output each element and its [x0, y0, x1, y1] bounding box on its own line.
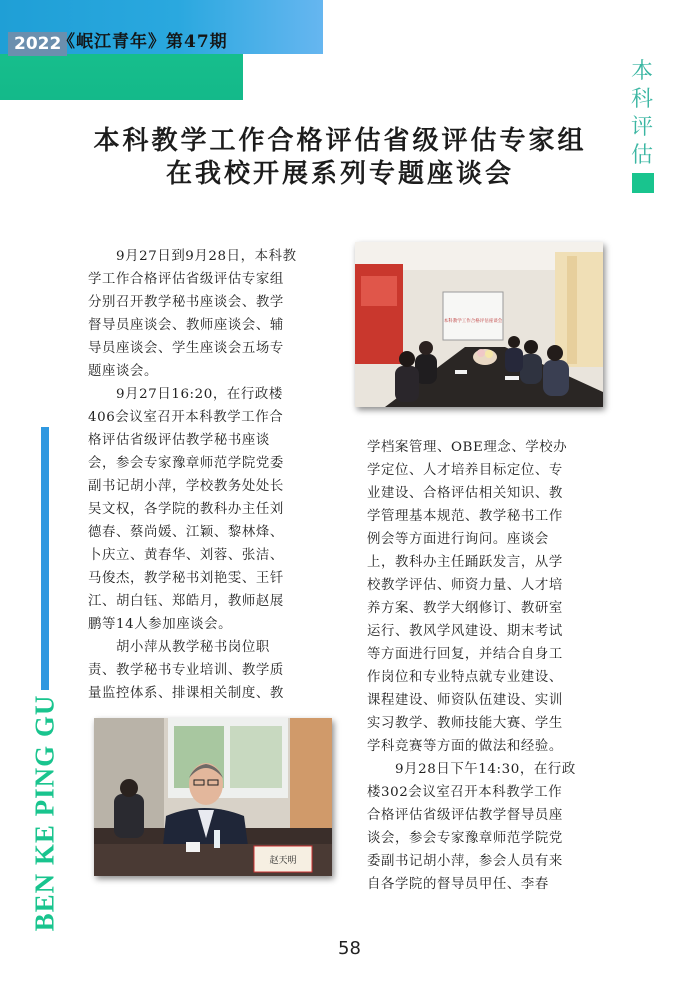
projector-screen-text: 本科教学工作合格评估座谈会 — [443, 319, 503, 324]
text-line: 学科竞赛等方面的做法和经验。 — [367, 739, 563, 754]
text-line: 吴文权，各学院的教科办主任刘 — [88, 502, 284, 517]
text-line: 马俊杰，教学秘书刘艳雯、王钎 — [88, 571, 284, 586]
meeting-room-photo — [355, 242, 603, 407]
text-line: 9月28日下午14:30，在行政 — [367, 762, 576, 777]
meeting-room-illustration — [355, 242, 603, 407]
section-char: 本 — [630, 59, 653, 84]
text-line: 业建设、合格评估相关知识、教 — [367, 486, 563, 501]
expert-portrait-illustration — [94, 718, 332, 876]
text-line: 卜庆立、黄春华、刘蓉、张洁、 — [88, 548, 284, 563]
text-line: 谈会，参会专家豫章师范学院党 — [367, 831, 563, 846]
text-line: 学档案管理、OBE理念、学校办 — [367, 440, 568, 455]
name-card-text: 赵天明 — [269, 856, 297, 866]
article-column-right — [367, 436, 607, 896]
text-line: 胡小萍从教学秘书岗位职 — [88, 640, 270, 655]
section-pinyin: BEN KE PING GU — [29, 694, 60, 931]
text-line: 养方案、教学大纲修订、教研室 — [367, 601, 563, 616]
text-line: 学工作合格评估省级评估专家组 — [88, 272, 284, 287]
title-line: 在我校开展系列专题座谈会 — [165, 159, 514, 189]
section-char: 评 — [630, 115, 653, 140]
section-accent-square — [632, 173, 654, 193]
text-line: 题座谈会。 — [88, 364, 158, 379]
expert-portrait-photo — [94, 718, 332, 876]
text-line: 分别召开教学秘书座谈会、教学 — [88, 295, 284, 310]
text-line: 副书记胡小萍，学校教务处处长 — [88, 479, 284, 494]
text-line: 作岗位和专业特点就专业建设、 — [367, 670, 563, 685]
text-line: 例会等方面进行询问。座谈会 — [367, 532, 549, 547]
text-line: 委副书记胡小萍，参会人员有来 — [367, 854, 563, 869]
issue-title: 《岷江青年》第47期 — [58, 32, 228, 52]
text-line: 9月27日到9月28日，本科教 — [88, 249, 297, 264]
title-line: 本科教学工作合格评估省级评估专家组 — [93, 126, 587, 156]
text-line: 上，教科办主任踊跃发言，从学 — [367, 555, 563, 570]
left-accent-bar — [41, 427, 49, 690]
text-line: 406会议室召开本科教学工作合 — [88, 410, 284, 425]
text-line: 督导员座谈会、教师座谈会、辅 — [88, 318, 284, 333]
text-line: 实习教学、教师技能大赛、学生 — [367, 716, 563, 731]
text-line: 鹏等14人参加座谈会。 — [88, 617, 233, 632]
section-pinyin-vertical — [29, 694, 60, 931]
text-line: 学定位、人才培养目标定位、专 — [367, 463, 563, 478]
text-line: 9月27日16:20，在行政楼 — [88, 387, 283, 402]
text-line: 楼302会议室召开本科教学工作 — [367, 785, 563, 800]
article-title — [60, 125, 620, 191]
text-line: 格评估省级评估教学秘书座谈 — [88, 433, 270, 448]
text-line: 导员座谈会、学生座谈会五场专 — [88, 341, 284, 356]
section-label-vertical — [628, 58, 656, 170]
page-number: 58 — [338, 938, 361, 959]
article-column-left — [88, 245, 328, 705]
text-line: 自各学院的督导员甲任、李春 — [367, 877, 549, 892]
text-line: 学管理基本规范、教学秘书工作 — [367, 509, 563, 524]
text-line: 责、教学秘书专业培训、教学质 — [88, 663, 284, 678]
section-char: 估 — [630, 143, 653, 168]
issue-year: 2022 — [8, 32, 67, 56]
text-line: 课程建设、师资队伍建设、实训 — [367, 693, 563, 708]
text-line: 等方面进行回复，并结合自身工 — [367, 647, 563, 662]
text-line: 校教学评估、师资力量、人才培 — [367, 578, 563, 593]
text-line: 德春、蔡尚媛、江颖、黎林烽、 — [88, 525, 284, 540]
text-line: 量监控体系、排课相关制度、教 — [88, 686, 284, 701]
text-line: 会，参会专家豫章师范学院党委 — [88, 456, 284, 471]
text-line: 江、胡白钰、郑皓月，教师赵展 — [88, 594, 284, 609]
section-char: 科 — [630, 87, 653, 112]
text-line: 合格评估省级评估教学督导员座 — [367, 808, 563, 823]
text-line: 运行、教风学风建设、期末考试 — [367, 624, 563, 639]
